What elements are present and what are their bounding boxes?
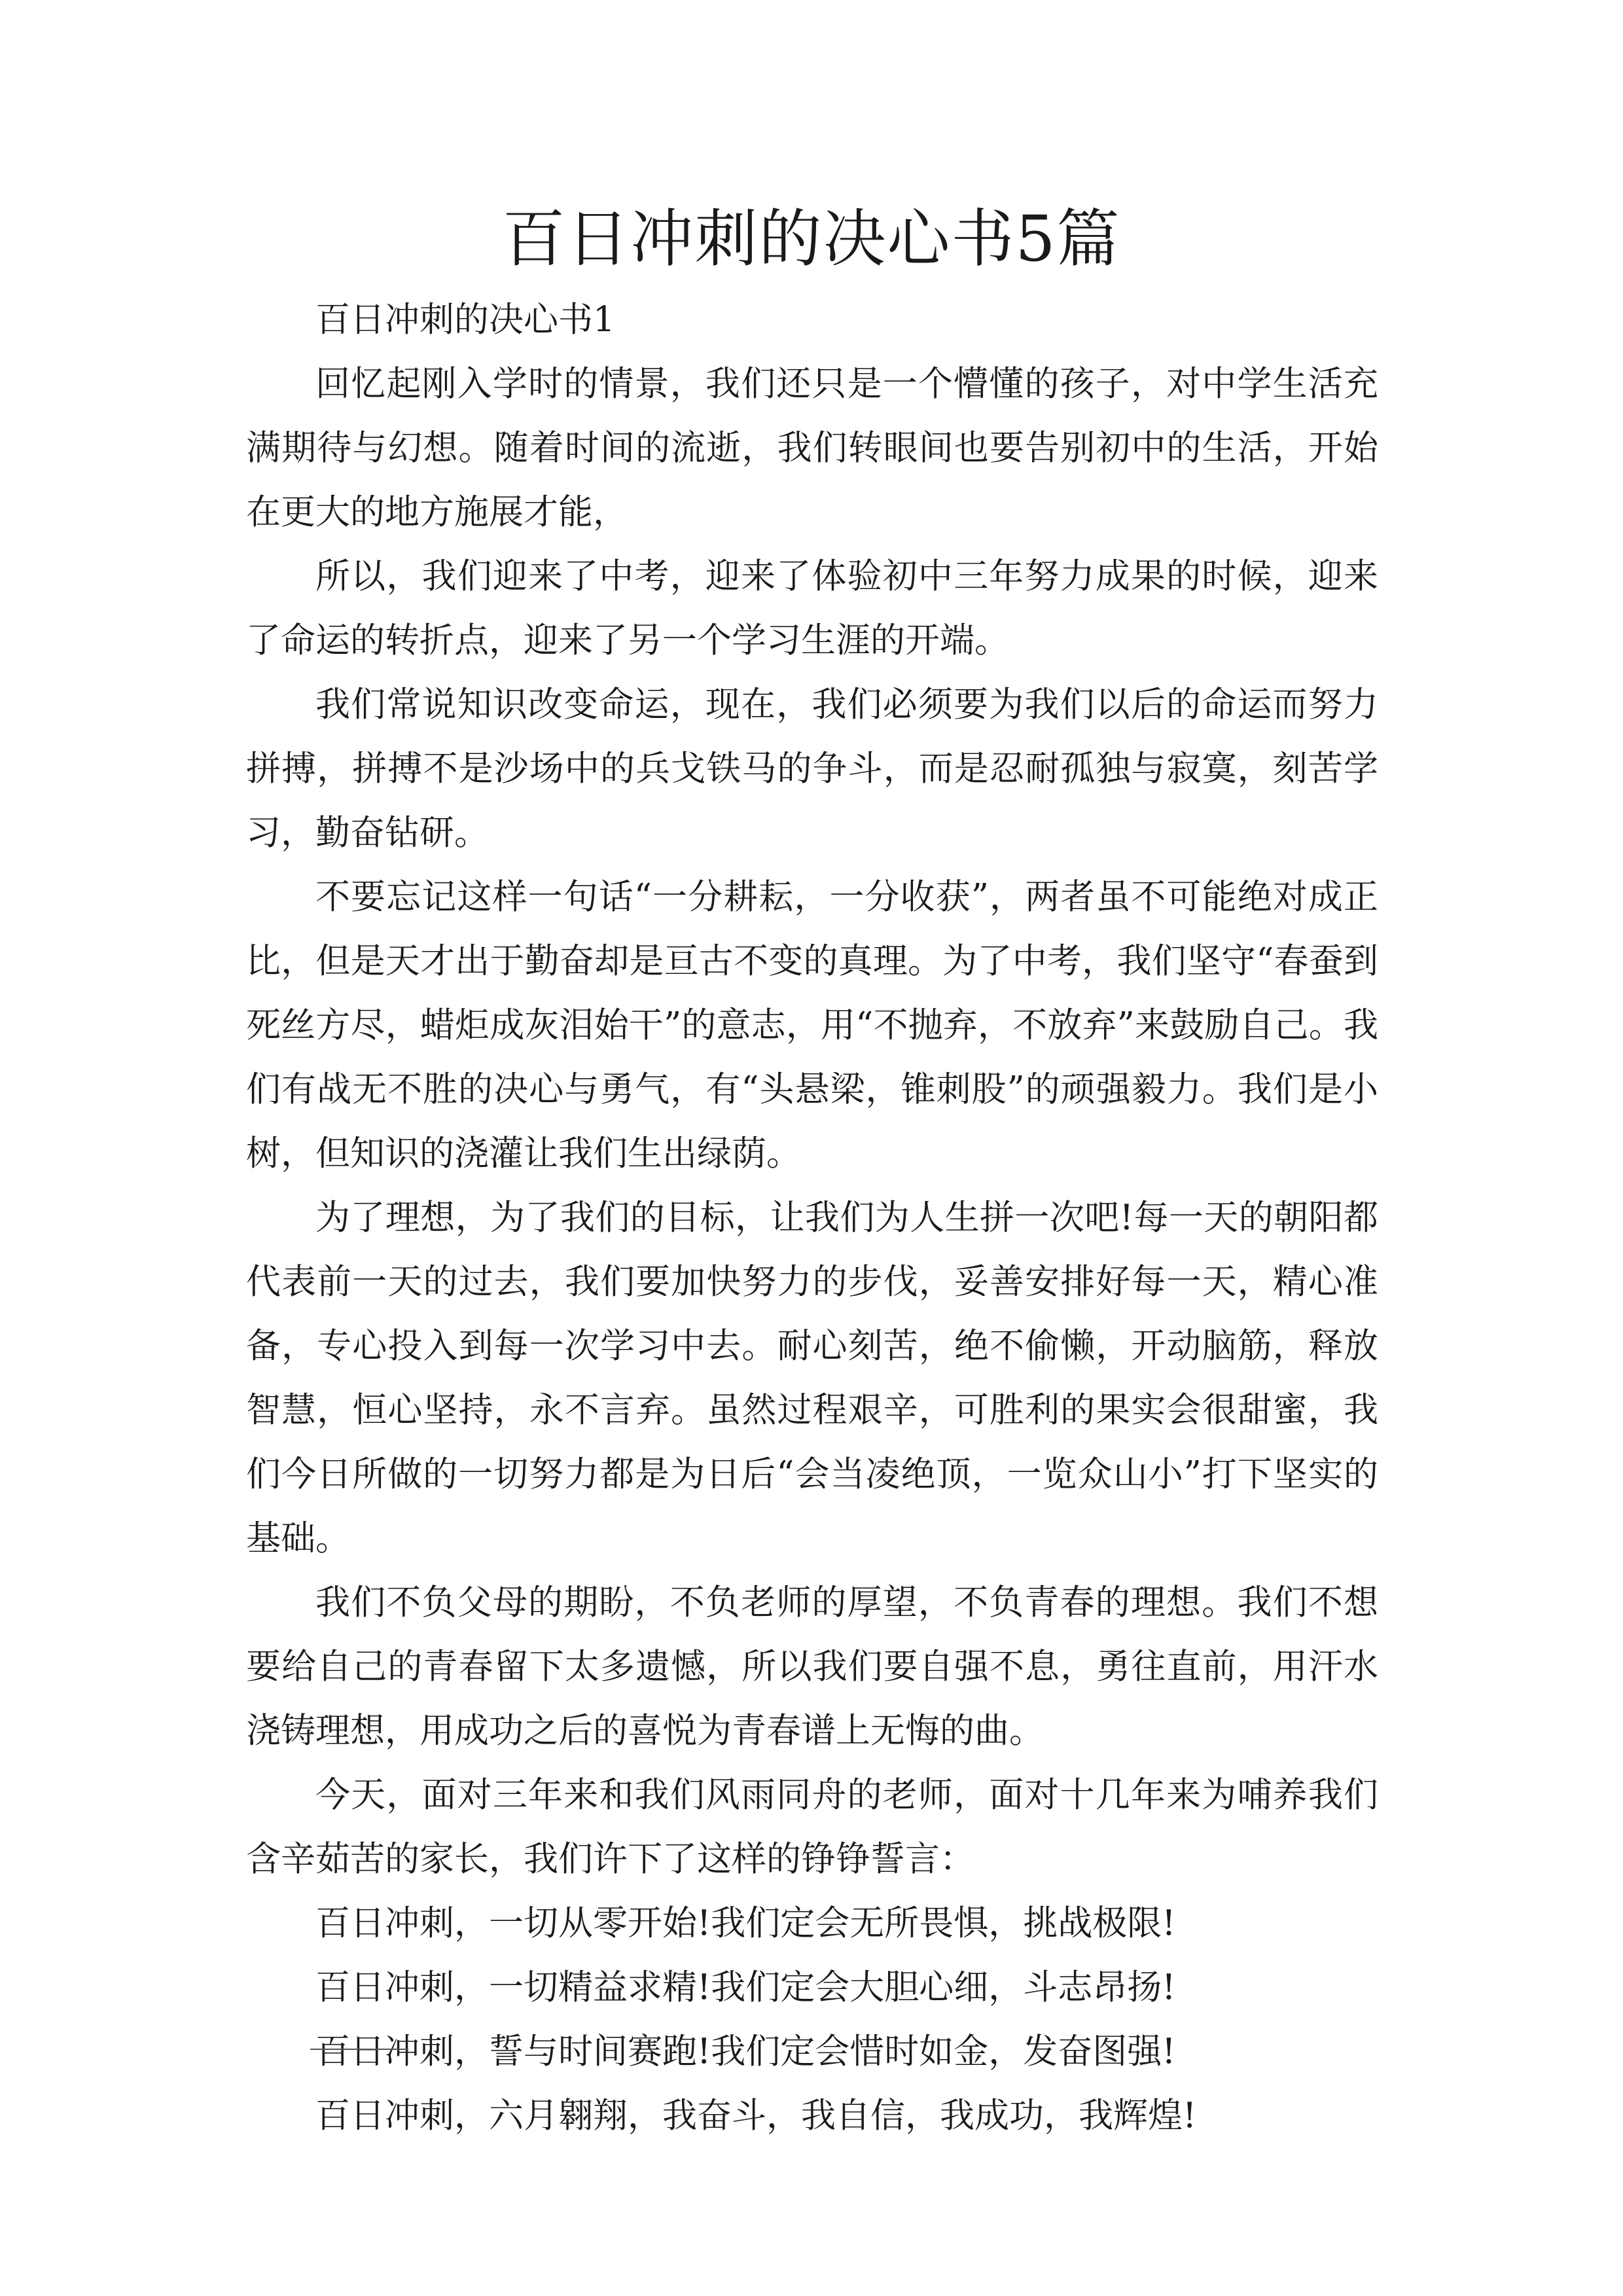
footnote-divider: [310, 2049, 408, 2050]
paragraph: 今天，面对三年来和我们风雨同舟的老师，面对十几年来为哺养我们含辛茹苦的家长，我们许下了这样的铮铮誓言：: [246, 1775, 1378, 1879]
paragraph: 为了理想，为了我们的目标，让我们为人生拼一次吧!每一天的朝阳都代表前一天的过去，我们要加快努力的步伐，妥善安排好每一天，精心准备，专心投入到每一次学习中去。耐心刻苦，绝不偷懒，开动脑筋，释放智慧，恒心坚持，永不言弃。虽然过程艰辛，可胜利的果实会很甜蜜，我们今日所做的一切努力都是为日后“会当凌绝顶，一览众山小”打下坚实的基础。: [246, 1198, 1378, 1558]
paragraph: 我们常说知识改变命运，现在，我们必须要为我们以后的命运而努力拼搏，拼搏不是沙场中的兵戈铁马的争斗，而是忍耐孤独与寂寞，刻苦学习，勤奋钻研。: [246, 685, 1378, 853]
paragraph: 所以，我们迎来了中考，迎来了体验初中三年努力成果的时候，迎来了命运的转折点，迎来了另一个学习生涯的开端。: [246, 556, 1378, 660]
oath-line: 百日冲刺，六月翱翔，我奋斗，我自信，我成功，我辉煌!: [315, 2096, 1197, 2136]
paragraph: 不要忘记这样一句话“一分耕耘，一分收获”，两者虽不可能绝对成正比，但是天才出于勤奋却是亘古不变的真理。为了中考，我们坚守“春蚕到死丝方尽，蜡炬成灰泪始干”的意志，用“不抛弃，不放弃”来鼓励自己。我们有战无不胜的决心与勇气，有“头悬梁，锥刺股”的顽强毅力。我们是小树，但知识的浇灌让我们生出绿荫。: [246, 877, 1378, 1174]
document-title: 百日冲刺的决心书5篇: [502, 202, 1121, 276]
oath-line: 百日冲刺，一切精益求精!我们定会大胆心细，斗志昂扬!: [315, 1967, 1176, 2007]
paragraph: 我们不负父母的期盼，不负老师的厚望，不负青春的理想。我们不想要给自己的青春留下太多遗憾，所以我们要自强不息，勇往直前，用汗水浇铸理想，用成功之后的喜悦为青春谱上无悔的曲。: [246, 1583, 1378, 1751]
oath-line: 百日冲刺，一切从零开始!我们定会无所畏惧，挑战极限!: [315, 1903, 1176, 1943]
paragraph: 回忆起刚入学时的情景，我们还只是一个懵懂的孩子，对中学生活充满期待与幻想。随着时间的流逝，我们转眼间也要告别初中的生活，开始在更大的地方施展才能，: [246, 364, 1378, 532]
section-heading: 百日冲刺的决心书1: [315, 300, 615, 340]
oath-line: 百日冲刺，誓与时间赛跑!我们定会惜时如金，发奋图强!: [315, 2032, 1176, 2072]
document-body: [246, 288, 1378, 2148]
